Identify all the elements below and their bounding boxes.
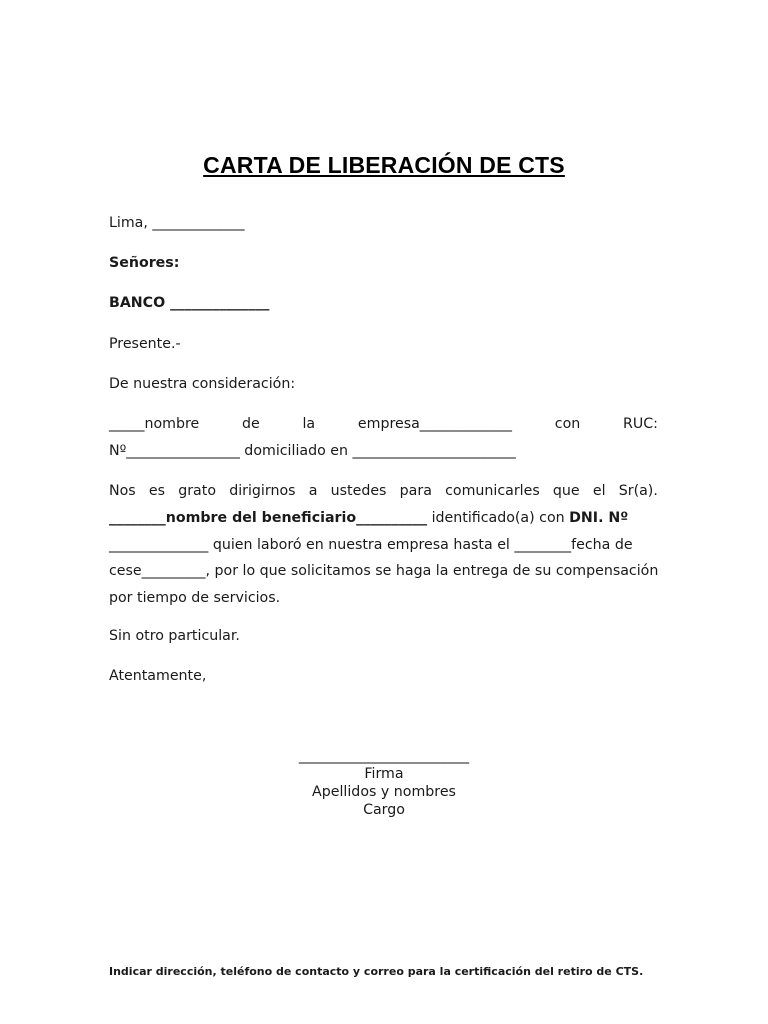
bank-line-text: BANCO ______________ [109,295,270,311]
body-paragraph-line-3: ______________ quien laboró en nuestra empresa hasta el ________fecha de [109,537,633,553]
dni-label: DNI. Nº [569,510,629,526]
footer-note: Indicar dirección, teléfono de contacto y correo para la certificación del retiro de CTS. [109,965,644,978]
beneficiary-name-field: ________nombre del beneficiario__________ [109,510,428,526]
company-paragraph-line-2: Nº________________ domiciliado en _______________________ [109,443,516,459]
word: el [592,483,606,499]
word: a [308,483,318,499]
word: Nos [109,483,136,499]
body-paragraph-line-1 [109,483,658,499]
word: empresa_____________ [357,416,512,432]
regards-line: Atentamente, [109,668,207,684]
body-paragraph-line-4: cese_________, por lo que solicitamos se haga la entrega de su compensación [109,563,659,579]
word: de [241,416,260,432]
word: ustedes [330,483,387,499]
word: _____nombre [109,416,200,432]
word: dirigirnos [229,483,296,499]
word: RUC: [623,416,658,432]
page-title: CARTA DE LIBERACIÓN DE CTS [203,152,565,178]
bank-line [109,295,269,311]
word: grato [178,483,216,499]
word: con [554,416,581,432]
signature-firma: Firma [364,766,404,782]
signature-names: Apellidos y nombres [312,784,456,800]
word: que [552,483,580,499]
word: comunicarles [445,483,540,499]
present-line: Presente.- [109,336,181,352]
signature-line: ________________________ [298,748,470,764]
place-date-line: Lima, _____________ [109,215,245,231]
signature-cargo: Cargo [363,802,405,818]
word: es [148,483,166,499]
word: para [399,483,432,499]
word: Sr(a). [618,483,658,499]
identified-text: identificado(a) con [427,510,570,526]
body-paragraph-line-2 [109,510,628,526]
closing-line: Sin otro particular. [109,628,240,644]
word: la [302,416,316,432]
greeting-line: De nuestra consideración: [109,376,296,392]
company-paragraph-line-1 [109,416,658,432]
recipient-label: Señores: [109,255,180,271]
body-paragraph-line-5: por tiempo de servicios. [109,590,281,606]
